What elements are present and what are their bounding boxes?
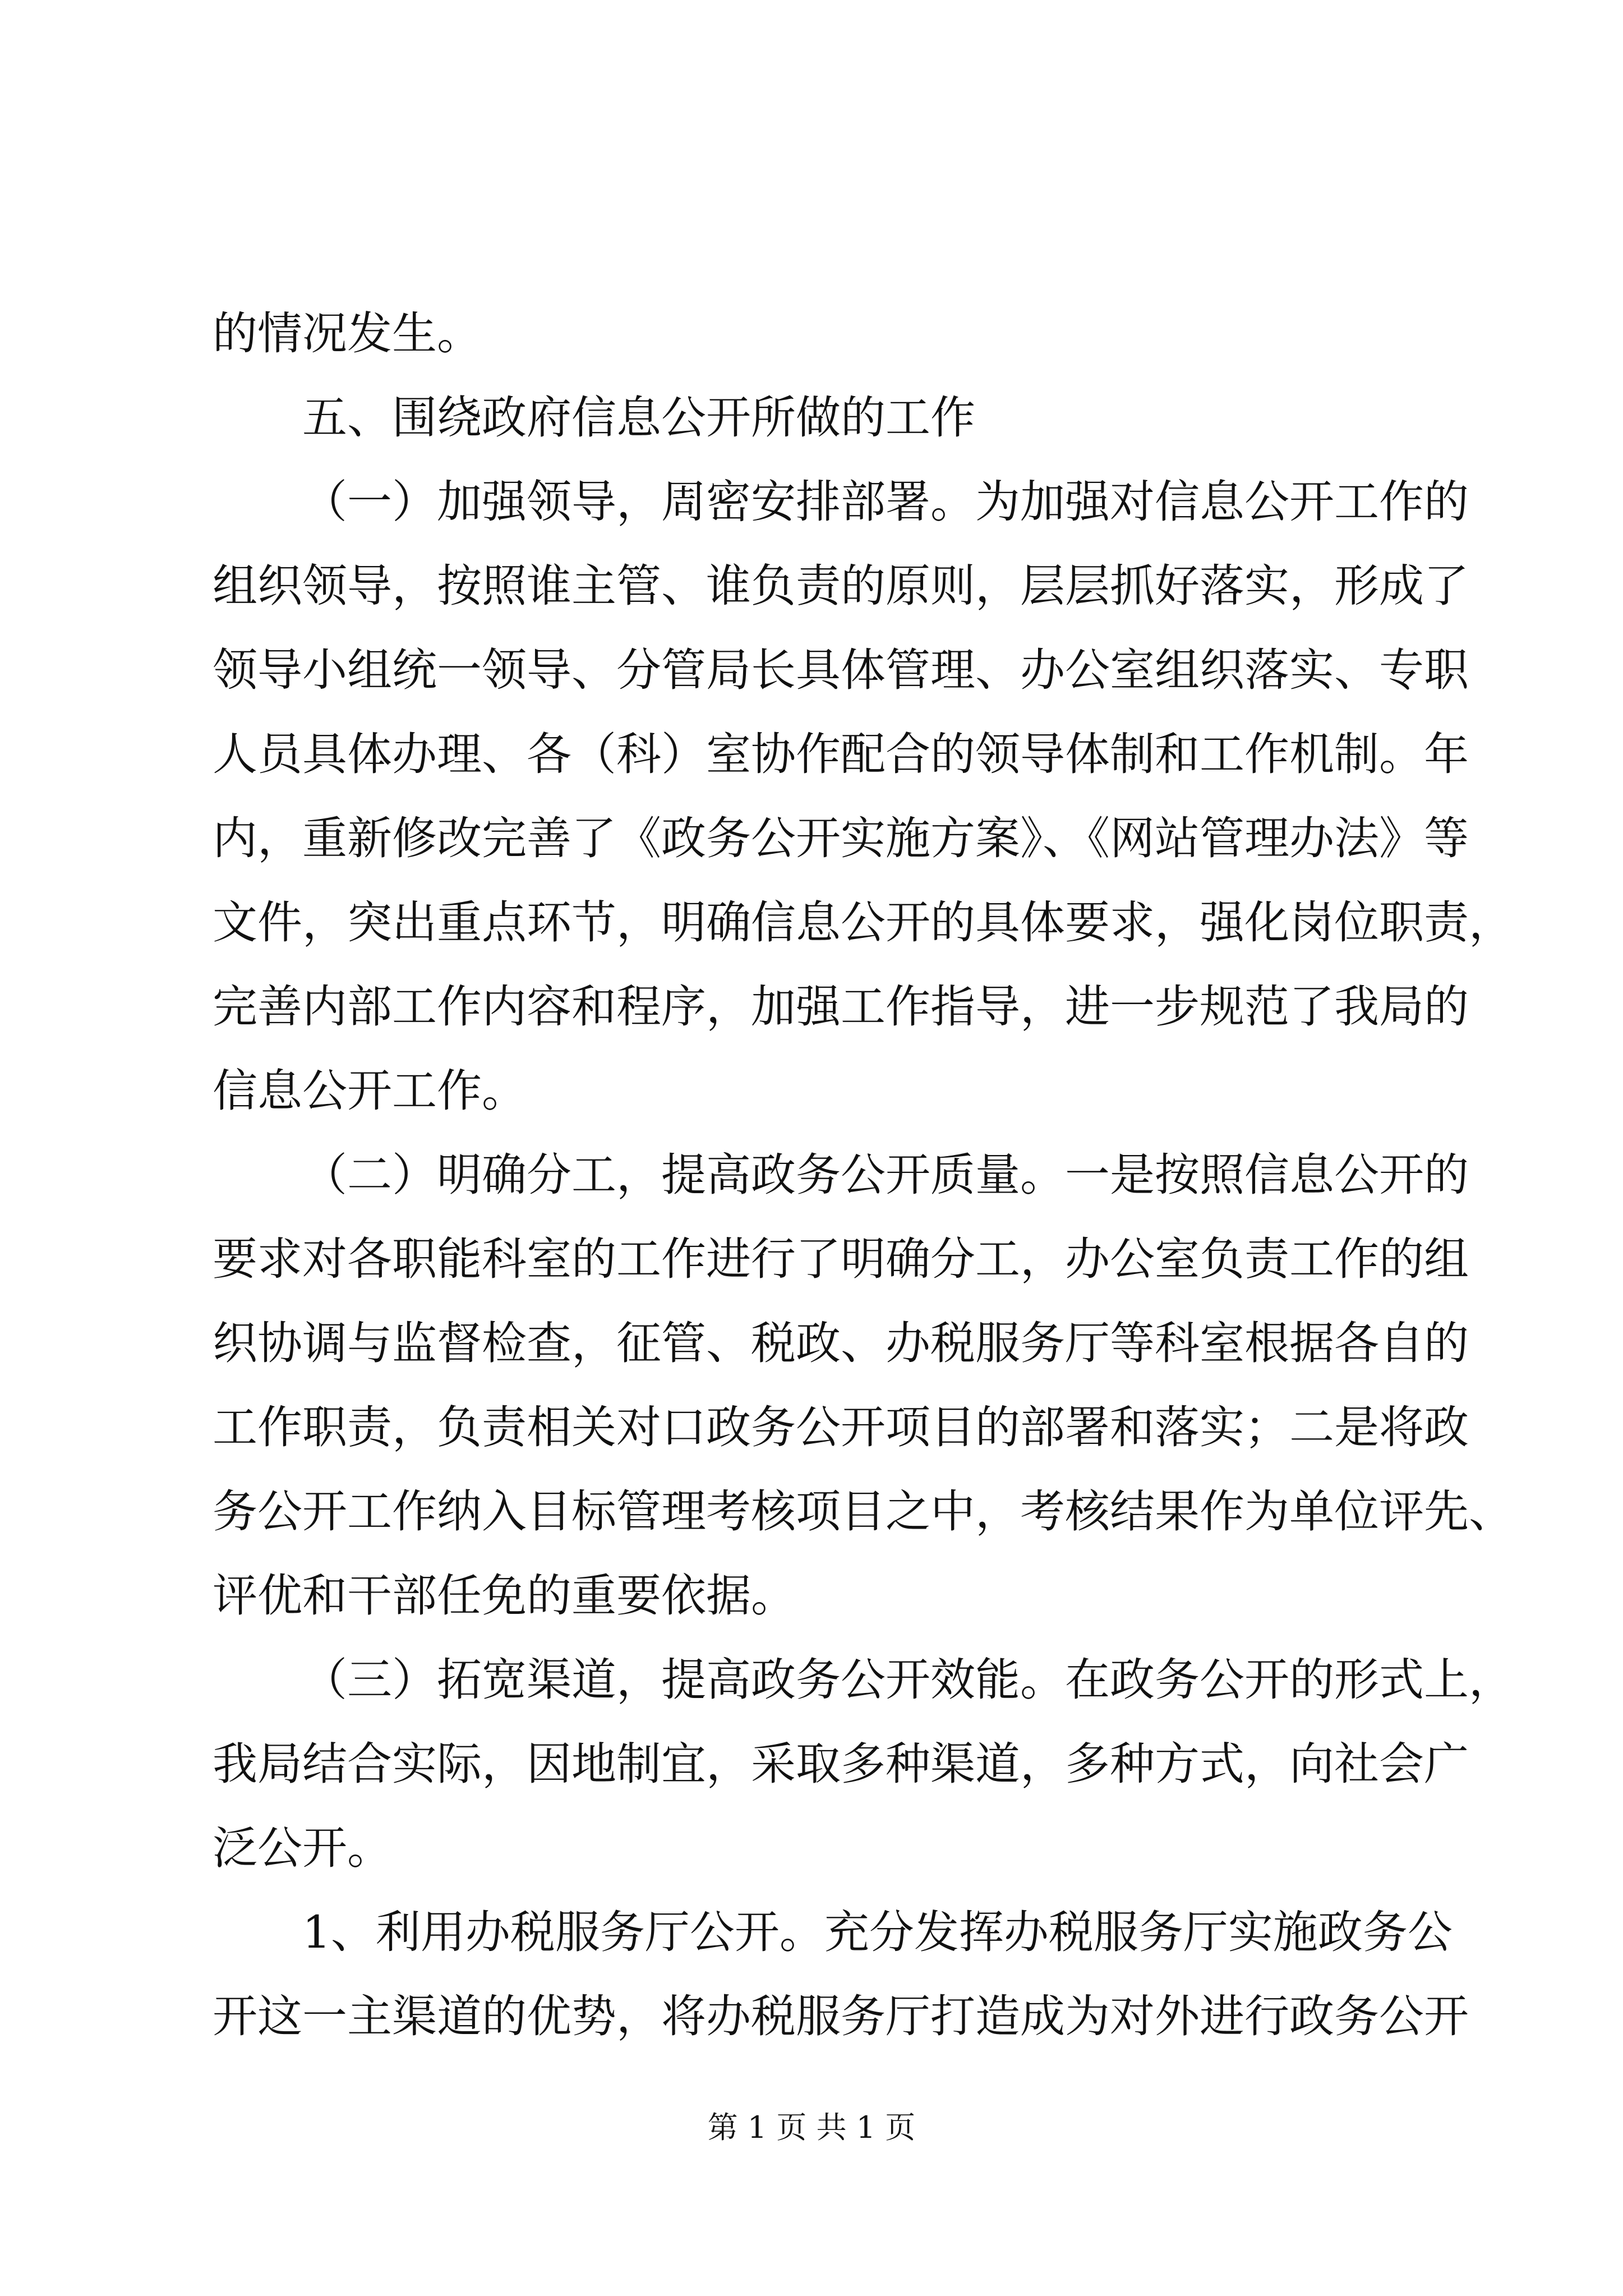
text-line: 信息公开工作。 — [213, 1065, 527, 1117]
text-line: 组织领导，按照谁主管、谁负责的原则，层层抓好落实，形成了 — [213, 560, 1469, 612]
text-line: 文件，突出重点环节，明确信息公开的具体要求，强化岗位职责， — [213, 896, 1514, 949]
text-line: 1、利用办税服务厅公开。充分发挥办税服务厅实施政务公 — [302, 1906, 1453, 1958]
text-line: 评优和干部任免的重要依据。 — [213, 1570, 796, 1622]
text-line: 泛公开。 — [213, 1822, 392, 1874]
text-line: 完善内部工作内容和程序，加强工作指导，进一步规范了我局的 — [213, 981, 1469, 1033]
text-line: 内，重新修改完善了《政务公开实施方案》、《网站管理办法》等 — [213, 812, 1469, 864]
text-line: 工作职责，负责相关对口政务公开项目的部署和落实；二是将政 — [213, 1401, 1469, 1453]
text-line: 我局结合实际，因地制宜，采取多种渠道，多种方式，向社会广 — [213, 1738, 1469, 1790]
text-line: 的情况发生。 — [213, 307, 482, 360]
text-line: 开这一主渠道的优势，将办税服务厅打造成为对外进行政务公开 — [213, 1990, 1469, 2042]
text-line: 人员具体办理、各（科）室协作配合的领导体制和工作机制。年 — [213, 728, 1469, 780]
text-line: （三）拓宽渠道，提高政务公开效能。在政务公开的形式上， — [302, 1654, 1514, 1706]
section-heading: 五、围绕政府信息公开所做的工作 — [302, 392, 975, 444]
page-footer: 第 1 页 共 1 页 — [707, 2110, 916, 2145]
text-line: （一）加强领导，周密安排部署。为加强对信息公开工作的 — [302, 476, 1469, 528]
text-line: 要求对各职能科室的工作进行了明确分工，办公室负责工作的组 — [213, 1233, 1469, 1285]
text-line: （二）明确分工，提高政务公开质量。一是按照信息公开的 — [302, 1149, 1469, 1201]
text-line: 领导小组统一领导、分管局长具体管理、办公室组织落实、专职 — [213, 644, 1469, 696]
text-line: 务公开工作纳入目标管理考核项目之中，考核结果作为单位评先、 — [213, 1485, 1514, 1538]
text-line: 织协调与监督检查，征管、税政、办税服务厅等科室根据各自的 — [213, 1317, 1469, 1369]
